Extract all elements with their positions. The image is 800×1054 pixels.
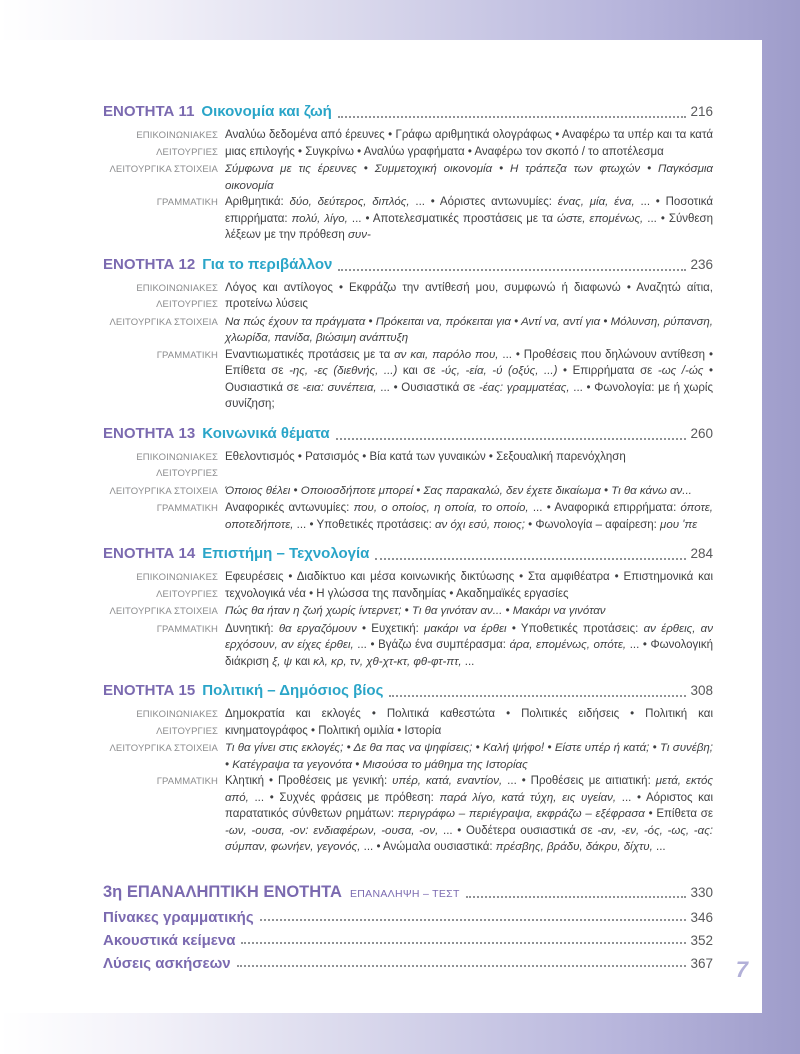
dot-leader [336,438,687,440]
row-text: Κλητική • Προθέσεις με γενική: υπέρ, κατά, εναντίον, ... • Προθέσεις με αιτιατική: μετά, εκτός από, ... • Συχνές φράσεις με πρόθεση: παρά λίγο, κατά τύχη, εις υγείαν, ... • Αόριστος και παρατατικός σύνθετων ρημάτων: περιγράφω – περιέγραψα, εκφράζω – εξέφρασα • Επίθετα σε -ων, -ουσα, -ον: ενδιαφέρων, -ουσα, -ον, ... • Ουδέτερα ουσιαστικά σε -αν, -εν, -ός, -ως, -ας: σύμπαν, φωνήεν, γεγονός, ... • Ανώμαλα ουσιαστικά: πρέσβης, βράδυ, δάκρυ, δίχτυ, ... [225,775,713,853]
unit-number-label: ΕΝΟΤΗΤΑ 14 [103,545,196,562]
row-text: Δημοκρατία και εκλογές • Πολιτικά καθεστώτα • Πολιτικές ειδήσεις • Πολιτική και κινηματογράφος • Πολιτική ομιλία • Ιστορία [225,708,713,737]
toc-row [103,314,713,347]
toc-row [103,161,713,194]
unit-heading [103,424,713,444]
row-label: ΕΠΙΚΟΙΝΩΝΙΑΚΕΣ ΛΕΙΤΟΥΡΓΙΕΣ [136,572,218,600]
dot-leader [260,919,687,921]
back-matter-list [103,910,713,971]
row-text: Αριθμητικά: δύο, δεύτερος, διπλός, ... • Αόριστες αντωνυμίες: ένας, μία, ένα, ... • Ποσοτικά επιρρήματα: πολύ, λίγο, ... • Αποτελεσματικές προστάσεις με τα ώστε, επομένως, ... • Σύνθεση λέξεων με την πρόθεση συν- [225,196,714,241]
back-matter-title: Λύσεις ασκήσεων [103,954,231,972]
row-label: ΓΡΑΜΜΑΤΙΚΗ [156,623,218,635]
row-label: ΕΠΙΚΟΙΝΩΝΙΑΚΕΣ ΛΕΙΤΟΥΡΓΙΕΣ [136,130,218,158]
row-label: ΕΠΙΚΟΙΝΩΝΙΑΚΕΣ ΛΕΙΤΟΥΡΓΙΕΣ [136,709,218,737]
row-text: Εθελοντισμός • Ρατσισμός • Βία κατά των γυναικών • Σεξουαλική παρενόχληση [225,450,626,463]
back-matter-page: 346 [690,909,713,925]
row-text: Σύμφωνα με τις έρευνες • Συμμετοχική οικονομία • Η τράπεζα των φτωχών • Παγκόσμια οικονομία [225,163,713,192]
unit-page-number: 284 [690,546,713,561]
toc-row [103,773,713,856]
unit-title: Οικονομία και ζωή [201,103,332,120]
dot-leader [237,965,687,967]
toc-unit-12 [103,255,713,413]
table-of-contents [103,102,713,971]
row-text: Να πώς έχουν τα πράγματα • Πρόκειται να, πρόκειται για • Αντί να, αντί για • Μόλυνση, ρύπανση, χλωρίδα, πανίδα, βιώσιμη ανάπτυξη [225,315,713,344]
dot-leader [338,269,686,271]
unit-page-number: 260 [690,425,713,441]
toc-unit-15 [103,681,713,856]
row-label: ΛΕΙΤΟΥΡΓΙΚΑ ΣΤΟΙΧΕΙΑ [109,316,218,328]
toc-row [103,603,713,621]
toc-unit-14 [103,544,713,670]
toc-row [103,280,713,314]
back-matter-entry [103,910,713,925]
row-text: Τι θα γίνει στις εκλογές; • Δε θα πας να ψηφίσεις; • Καλή ψήφο! • Είστε υπέρ ή κατά; • Τι συνέβη; • Κατέγραψα τα γεγονότα • Μισούσα το μάθημα της Ιστορίας [225,742,713,771]
unit-rows [103,706,713,856]
toc-page [0,40,762,1013]
dot-leader [466,896,687,898]
row-label: ΓΡΑΜΜΑΤΙΚΗ [156,197,218,208]
review-unit-page: 330 [690,884,713,900]
toc-row [103,127,713,161]
row-label: ΓΡΑΜΜΑΤΙΚΗ [156,503,218,514]
dot-leader [338,116,687,118]
back-matter-page: 352 [690,932,713,948]
toc-unit-13 [103,424,713,534]
row-label: ΛΕΙΤΟΥΡΓΙΚΑ ΣΤΟΙΧΕΙΑ [109,606,218,617]
row-label: ΕΠΙΚΟΙΝΩΝΙΑΚΕΣ ΛΕΙΤΟΥΡΓΙΕΣ [136,451,218,479]
unit-title: Επιστήμη – Τεχνολογία [202,545,370,562]
toc-units [103,102,713,856]
row-text: Δυνητική: θα εργαζόμουν • Ευχετική: μακάρι να έρθει • Υποθετικές προτάσεις: αν έρθεις, αν ερχόσουν, αν είχες έρθει, ... • Βγάζω ένα συμπέρασμα: άρα, επομένως, οπότε, ... • Φωνολογική διάκριση ξ, ψ και κλ, κρ, τν, χθ-χτ-κτ, φθ-φτ-πτ, ... [225,622,713,668]
toc-unit-11 [103,102,713,244]
review-unit-title: 3η ΕΠΑΝΑΛΗΠΤΙΚΗ ΕΝΟΤΗΤΑ [103,882,342,901]
toc-row [103,449,713,483]
unit-title: Πολιτική – Δημόσιος βίος [202,682,384,699]
dot-leader [241,942,686,944]
page-number: 7 [735,957,748,982]
unit-heading [103,544,713,564]
row-label: ΓΡΑΜΜΑΤΙΚΗ [156,776,218,787]
toc-row [103,569,713,603]
toc-row [103,194,713,244]
back-matter-entry [103,956,713,971]
unit-rows [103,127,713,244]
row-label: ΕΠΙΚΟΙΝΩΝΙΑΚΕΣ ΛΕΙΤΟΥΡΓΙΕΣ [136,282,218,310]
row-text: Όποιος θέλει • Οποιοσδήποτε μπορεί • Σας παρακαλώ, δεν έχετε δικαίωμα • Τι θα κάνω αν... [225,484,692,497]
dot-leader [389,695,686,697]
review-unit-entry [103,883,713,902]
unit-rows [103,449,713,534]
unit-heading [103,681,713,701]
unit-heading [103,255,713,275]
unit-heading [103,102,713,122]
unit-number-label: ΕΝΟΤΗΤΑ 13 [103,424,196,442]
row-text: Πώς θα ήταν η ζωή χωρίς ίντερνετ; • Τι θα γινόταν αν... • Μακάρι να γινόταν [225,605,606,617]
toc-row [103,483,713,501]
row-text: Εναντιωματικές προτάσεις με τα αν και, παρόλο που, ... • Προθέσεις που δηλώνουν αντίθεση • Επίθετα σε -ης, -ες (διεθνής, ...) και σε -ύς, -εία, -ύ (οξύς, ...) • Επιρρήματα σε -ως /-ώς • Ουσιαστικά σε -εια: συνέπεια, ... • Ουσιαστικά σε -έας: γραμματέας, ... • Φωνολογία: με ή χωρίς συνίζηση; [225,348,713,410]
row-text: Αναλύω δεδομένα από έρευνες • Γράφω αριθμητικά ολογράφως • Αναφέρω τα υπέρ και τα κατά μιας επιλογής • Συγκρίνω • Αναλύω γραφήματα • Αναφέρω τον σκοπό / το αποτέλεσμα [225,129,713,158]
back-matter-title: Πίνακες γραμματικής [103,908,254,926]
back-matter-title: Ακουστικά κείμενα [103,931,236,949]
unit-page-number: 308 [690,683,713,698]
row-label: ΛΕΙΤΟΥΡΓΙΚΑ ΣΤΟΙΧΕΙΑ [109,743,218,754]
toc-row [103,347,713,413]
unit-number-label: ΕΝΟΤΗΤΑ 15 [103,682,196,699]
row-text: Λόγος και αντίλογος • Εκφράζω την αντίθεσή μου, συμφωνώ ή διαφωνώ • Αναζητώ αίτια, προτείνω λύσεις [225,281,713,310]
toc-row [103,740,713,773]
toc-row [103,621,713,671]
unit-rows [103,569,713,670]
unit-number-label: ΕΝΟΤΗΤΑ 11 [103,103,195,120]
back-matter-page: 367 [690,955,713,971]
unit-rows [103,280,713,413]
toc-row [103,706,713,740]
dot-leader [375,558,686,560]
unit-title: Κοινωνικά θέματα [202,424,330,442]
toc-row [103,500,713,533]
row-text: Αναφορικές αντωνυμίες: που, ο οποίος, η οποία, το οποίο, ... • Αναφορικά επιρρήματα: όποτε, οποτεδήποτε, ... • Υποθετικές προτάσεις: αν όχι εσύ, ποιος; • Φωνολογία – αφαίρεση: μου 'πε [225,502,713,531]
review-unit-subtitle: ΕΠΑΝΑΛΗΨΗ – ΤΕΣΤ [349,887,460,900]
row-text: Εφευρέσεις • Διαδίκτυο και μέσα κοινωνικής δικτύωσης • Στα αμφιθέατρα • Επιστημονικά και τεχνολογικά νέα • Η γλώσσα της πανδημίας • Ακαδημαϊκές εργασίες [225,571,713,600]
row-label: ΛΕΙΤΟΥΡΓΙΚΑ ΣΤΟΙΧΕΙΑ [109,485,218,497]
back-matter-entry [103,933,713,948]
row-label: ΛΕΙΤΟΥΡΓΙΚΑ ΣΤΟΙΧΕΙΑ [109,164,218,175]
unit-page-number: 236 [690,256,713,272]
unit-number-label: ΕΝΟΤΗΤΑ 12 [103,255,196,273]
unit-title: Για το περιβάλλον [202,255,333,273]
unit-page-number: 216 [690,104,713,119]
row-label: ΓΡΑΜΜΑΤΙΚΗ [156,349,218,361]
